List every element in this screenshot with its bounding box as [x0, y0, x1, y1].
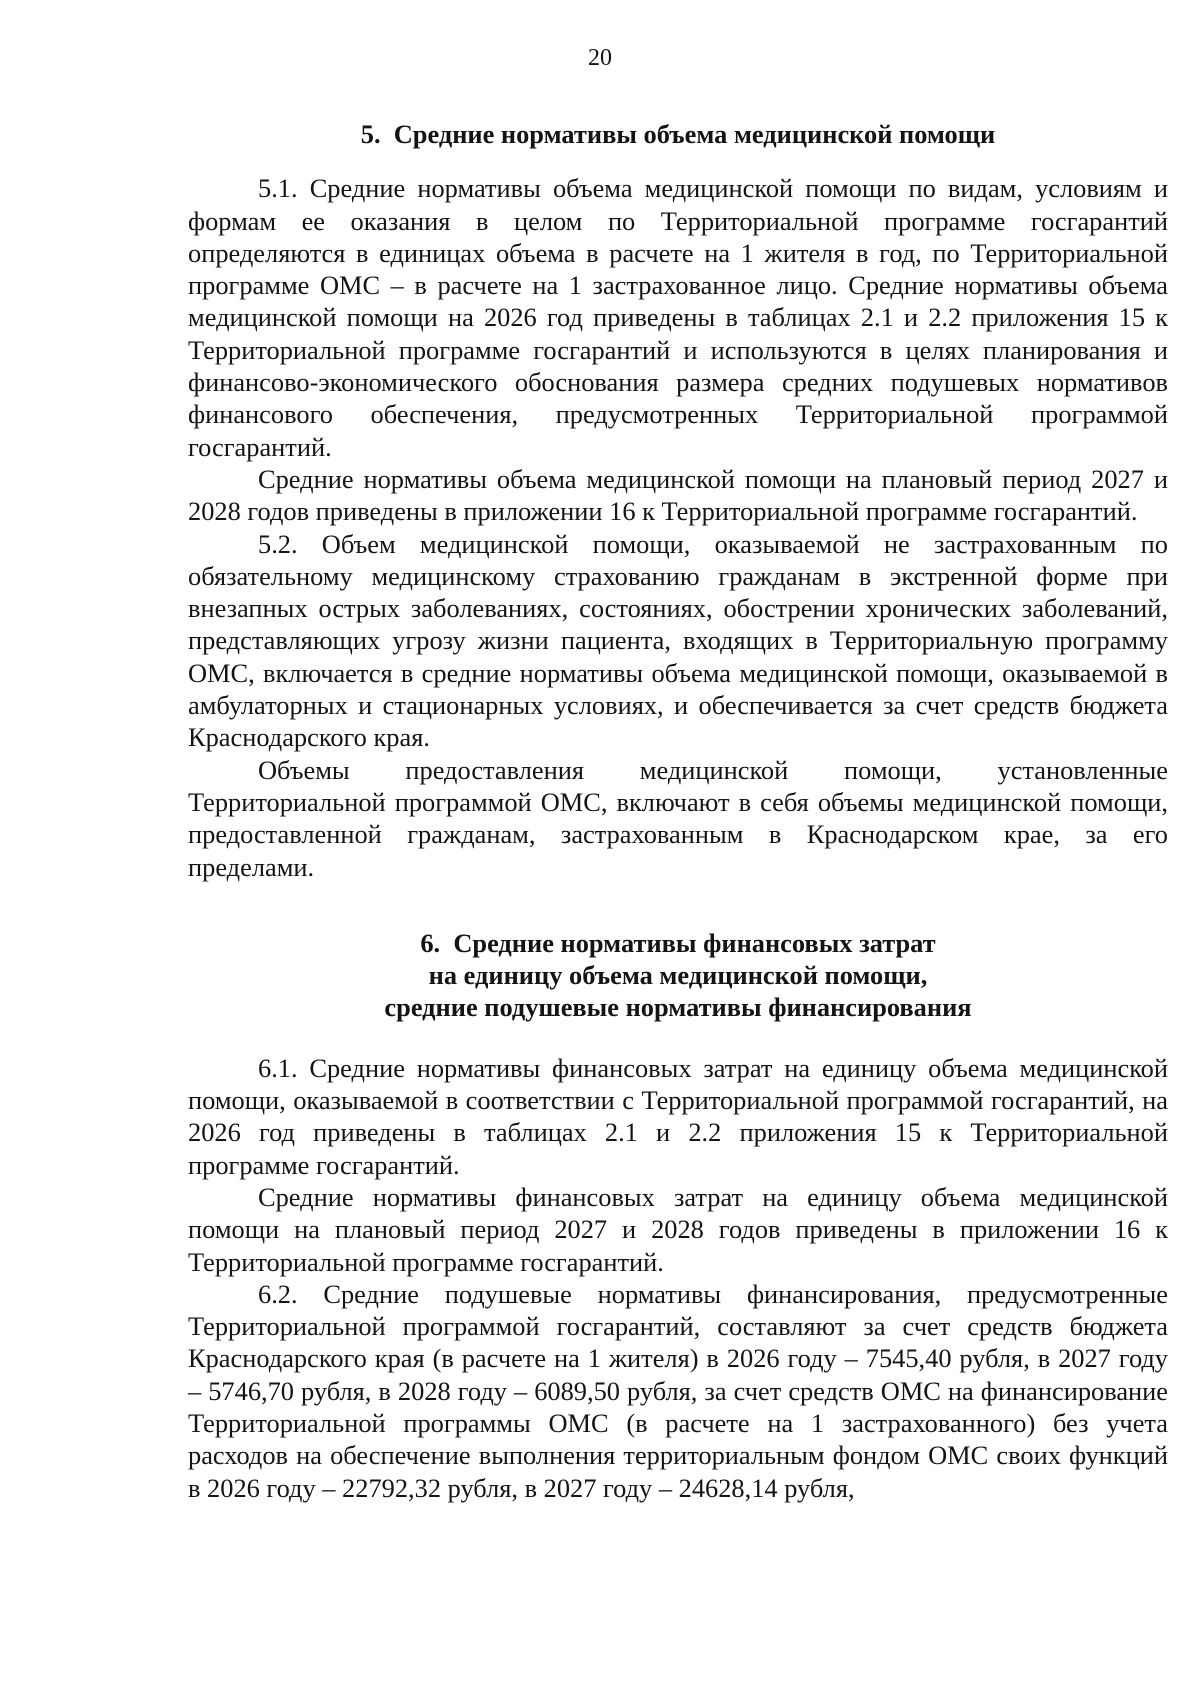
paragraph-6-1-planned-period: Средние нормативы финансовых затрат на единицу объема медицинской помощи на плановый период 2027 и 2028 годов приведены в приложении 16 к Территориальной программе госгарантий.: [188, 1181, 1168, 1277]
section-5-heading: 5. Средние нормативы объема медицинской помощи: [360, 119, 996, 149]
section-6-heading-line: 6. Средние нормативы финансовых затрат: [420, 927, 936, 958]
section-6-heading: [188, 927, 1168, 1024]
section-6: [188, 927, 1168, 1504]
paragraph-5-2: 5.2. Объем медицинской помощи, оказываемой не застрахованным по обязательному медицинскому страхованию гражданам в экстренной форме при внезапных острых заболеваниях, состояниях, обострении хронических заболеваний, представляющих угрозу жизни пациента, входящих в Территориальную программу ОМС, включается в средние нормативы объема медицинской помощи, оказываемой в амбулаторных и стационарных условиях, и обеспечивается за счет средств бюджета Краснодарского края.: [188, 528, 1168, 753]
section-6-heading-line: средние подушевые нормативы финансирования: [384, 992, 972, 1023]
section-6-heading-line: на единицу объема медицинской помощи,: [428, 960, 928, 991]
page-number: 20: [588, 45, 612, 71]
paragraph-5-1-planned-period: Средние нормативы объема медицинской помощи на плановый период 2027 и 2028 годов приведены в приложении 16 к Территориальной программе госгарантий.: [188, 463, 1168, 527]
paragraph-5-1: 5.1. Средние нормативы объема медицинской помощи по видам, условиям и формам ее оказания в целом по Территориальной программе госгарантий определяются в единицах объема в расчете на 1 жителя в год, по Территориальной программе ОМС – в расчете на 1 застрахованное лицо. Средние нормативы объема медицинской помощи на 2026 год приведены в таблицах 2.1 и 2.2 приложения 15 к Территориальной программе госгарантий и используются в целях планирования и финансово-экономического обоснования размера средних подушевых нормативов финансового обеспечения, предусмотренных Территориальной программой госгарантий.: [188, 173, 1168, 462]
paragraph-6-1: 6.1. Средние нормативы финансовых затрат на единицу объема медицинской помощи, оказываемой в соответствии с Территориальной программой госгарантий, на 2026 год приведены в таблицах 2.1 и 2.2 приложения 15 к Территориальной программе госгарантий.: [188, 1052, 1168, 1180]
paragraph-6-2: 6.2. Средние подушевые нормативы финансирования, предусмотренные Территориальной программой госгарантий, составляют за счет средств бюджета Краснодарского края (в расчете на 1 жителя) в 2026 году – 7545,40 рубля, в 2027 году – 5746,70 рубля, в 2028 году – 6089,50 рубля, за счет средств ОМС на финансирование Территориальной программы ОМС (в расчете на 1 застрахованного) без учета расходов на обеспечение выполнения территориальным фондом ОМС своих функций в 2026 году – 22792,32 рубля, в 2027 году – 24628,14 рубля,: [188, 1278, 1168, 1503]
section-5: [188, 118, 1168, 883]
document-body: [188, 118, 1168, 1504]
paragraph-5-2-volumes: Объемы предоставления медицинской помощи, установленные Территориальной программой ОМС, включают в себя объемы медицинской помощи, предоставленной гражданам, застрахованным в Краснодарском крае, за его пределами.: [188, 754, 1168, 882]
